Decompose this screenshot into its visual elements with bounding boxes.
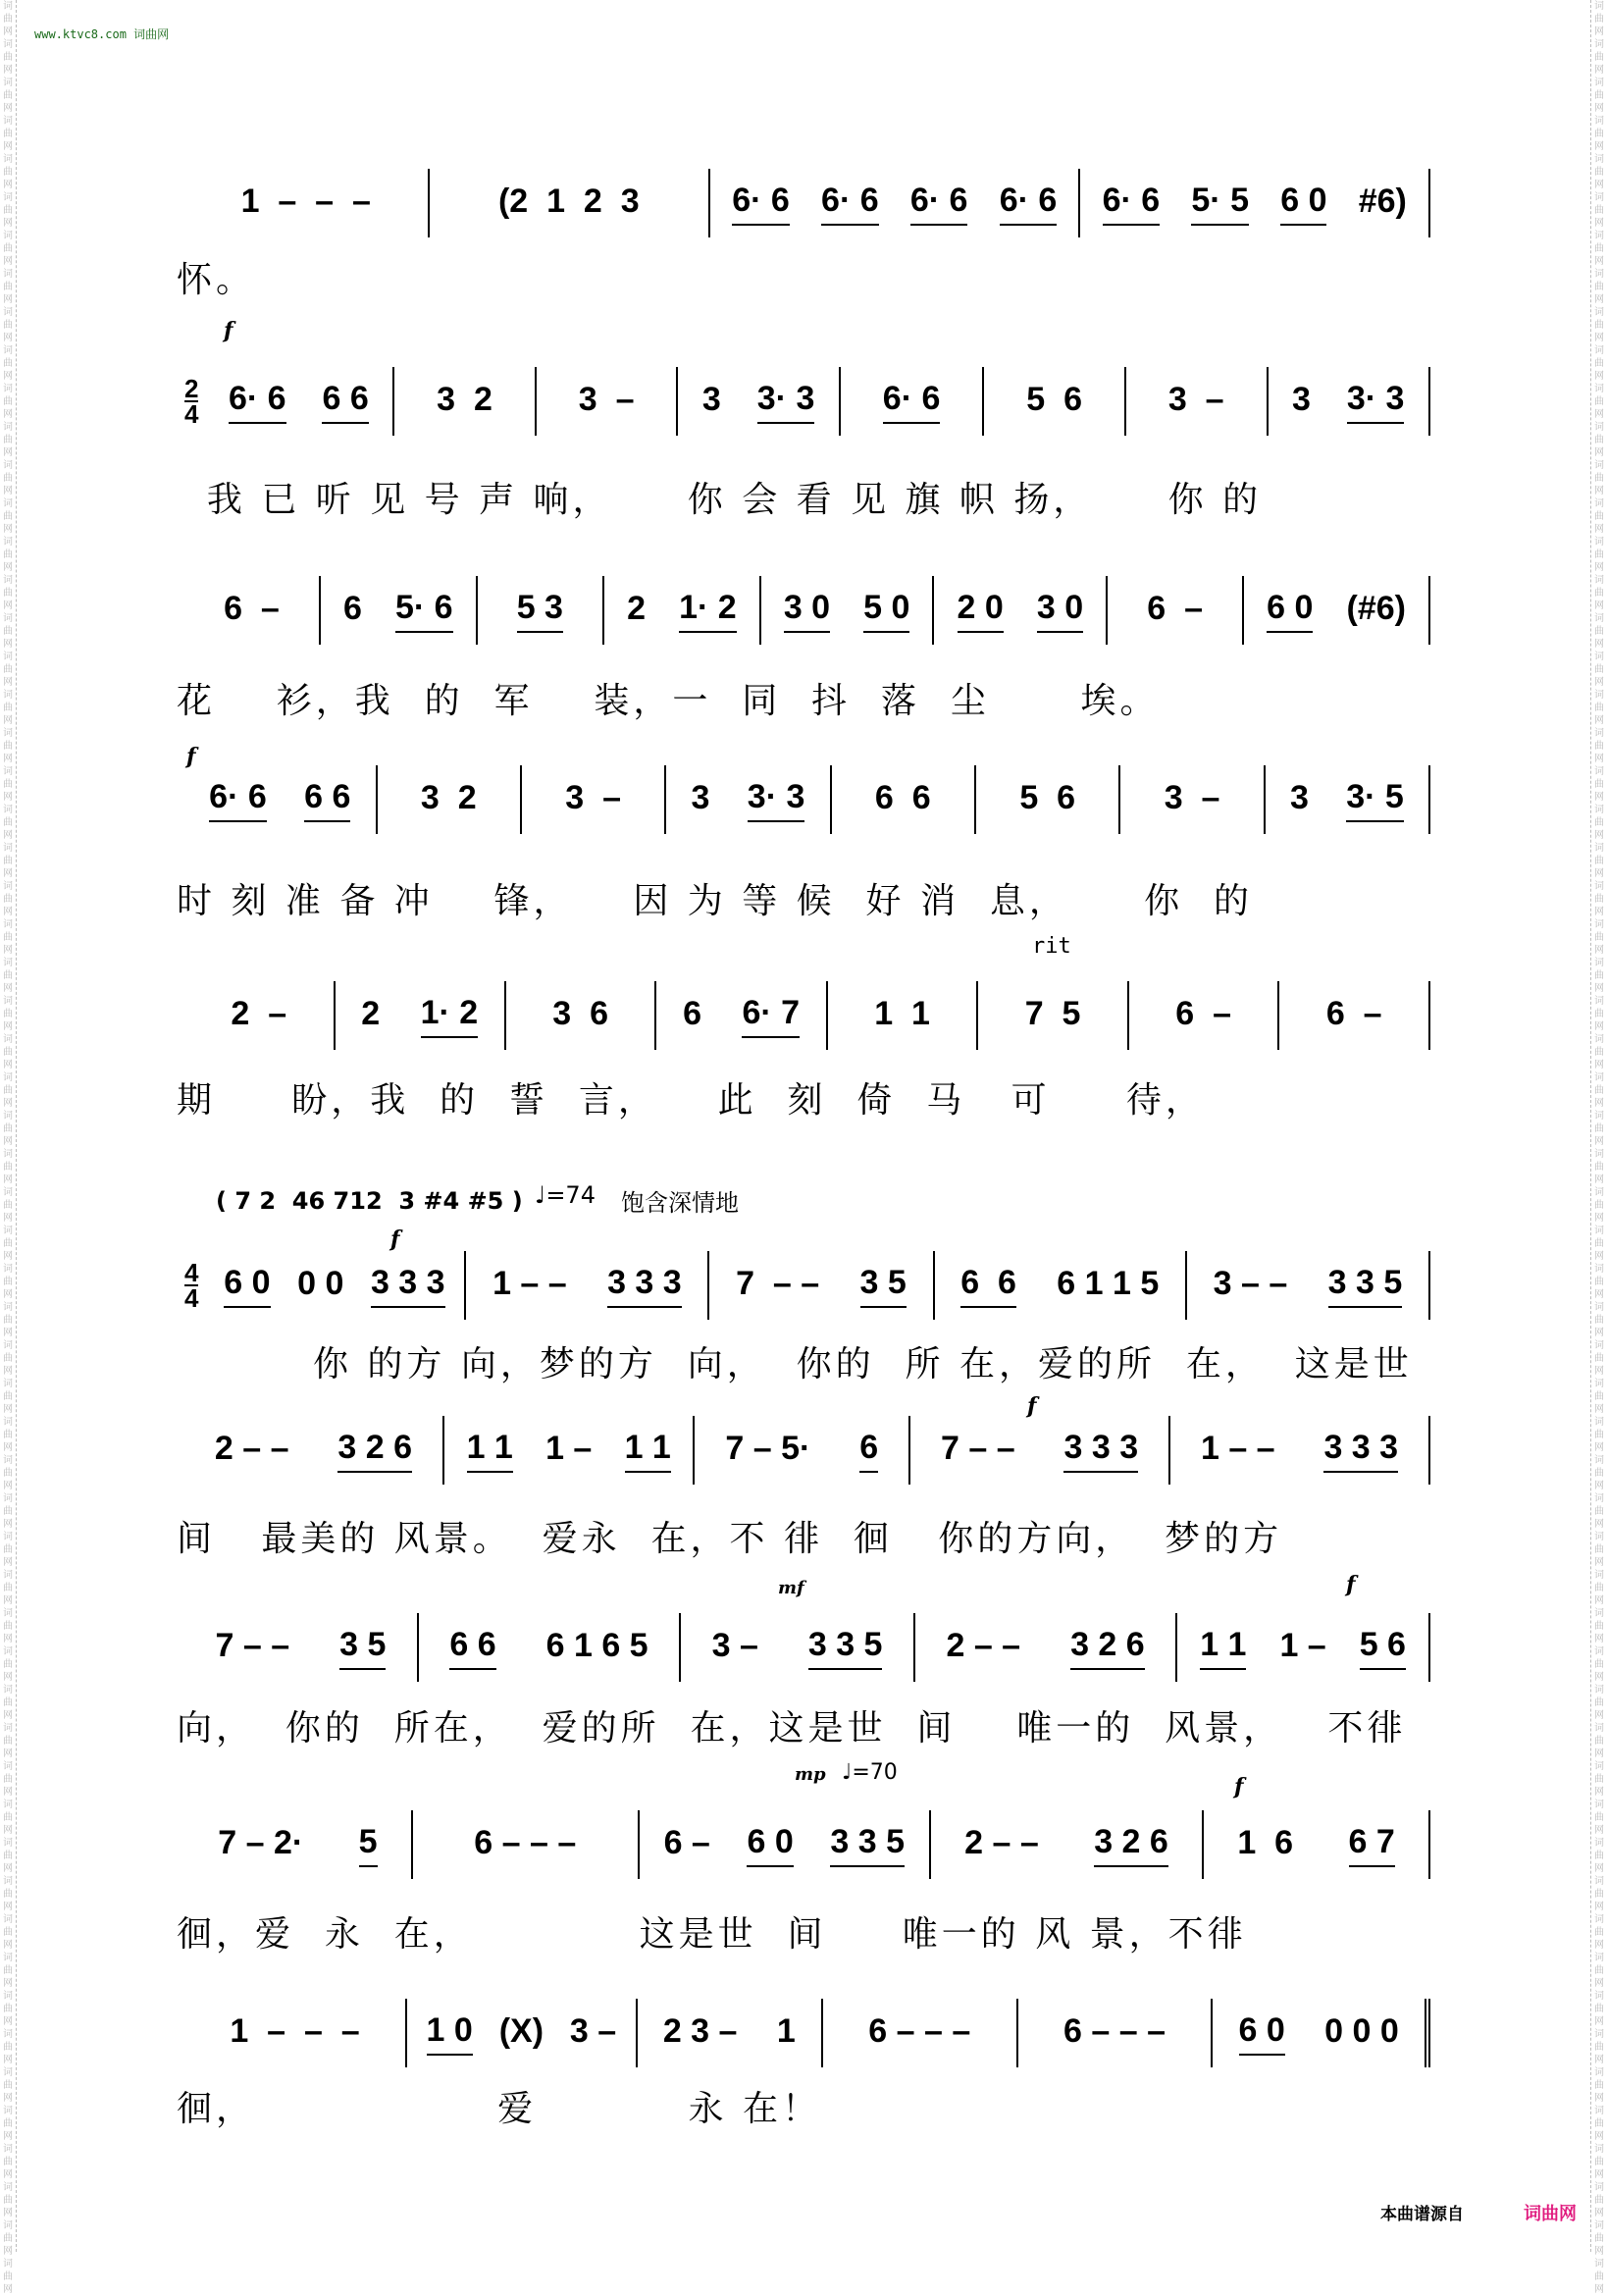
note-group: 6 1 1 5	[1057, 1264, 1160, 1302]
note-group: (X)	[498, 2011, 544, 2050]
note-group: 3 3 3	[1063, 1429, 1138, 1473]
measure	[828, 981, 979, 1050]
measure	[823, 1999, 1018, 2067]
lyric-line: 间 最美的 风景。 爱永 在，不 徘 徊 你的方向， 梦的方	[177, 1519, 1283, 1559]
pickup-notes: ( 7 2 46 712 3 #4 #5 )	[216, 1187, 523, 1215]
measure	[394, 367, 537, 436]
measure	[204, 367, 394, 436]
note-group: 6 7	[1349, 1823, 1395, 1867]
staff-system	[184, 367, 1430, 436]
measure	[1279, 981, 1430, 1050]
measure	[184, 765, 378, 834]
measure	[184, 981, 336, 1050]
note-group: 3	[1292, 380, 1311, 418]
note-group: 6· 6	[209, 778, 267, 822]
note-group: 3· 3	[1347, 380, 1405, 424]
measure	[1018, 1999, 1214, 2067]
measure	[1213, 1999, 1430, 2067]
note-group: 3	[701, 380, 721, 418]
measure	[935, 1251, 1187, 1320]
note-group: 6 0	[1267, 589, 1313, 633]
note-group: 2 – –	[964, 1823, 1039, 1861]
note-group: 6 1 6 5	[545, 1626, 648, 1664]
measure	[1108, 576, 1244, 645]
note-group: 2 –	[231, 994, 287, 1032]
note-group: 2 – –	[946, 1626, 1021, 1664]
note-group: 3 3 3	[1323, 1429, 1398, 1473]
note-group: 1 1	[467, 1429, 513, 1473]
dynamic-f: f	[1234, 1774, 1244, 1800]
measure	[378, 765, 522, 834]
note-group: 3 2 6	[1070, 1626, 1145, 1670]
note-group: 3· 3	[748, 778, 805, 822]
measure	[522, 765, 666, 834]
staff-system	[184, 1416, 1430, 1485]
note-group: 6 – – –	[474, 1823, 577, 1861]
note-group: 7 – 5·	[725, 1429, 811, 1467]
measure	[413, 1810, 640, 1879]
measure	[832, 765, 976, 834]
lyric-line: 徊， 爱 永 在！	[177, 2089, 821, 2129]
dynamic-mp: mp	[795, 1764, 826, 1785]
measure	[1129, 981, 1280, 1050]
staff-system	[184, 1613, 1430, 1682]
tempo-marking: ♩=74	[535, 1181, 596, 1209]
note-group: 0 0 0	[1324, 2011, 1399, 2050]
staff-system	[184, 1251, 1430, 1320]
note-group: 3 – –	[1213, 1264, 1288, 1302]
note-group: 3 0	[784, 589, 830, 633]
measure	[204, 1251, 466, 1320]
measure	[478, 576, 604, 645]
note-group: 1 1	[874, 994, 930, 1032]
lyric-line: 向， 你的 所在， 爱的所 在，这是世 间 唯一的 风景， 不徘	[177, 1708, 1407, 1748]
measure	[430, 169, 711, 237]
note-group: 6 6	[304, 778, 350, 822]
note-group: #6)	[1358, 182, 1407, 220]
time-signature	[184, 1258, 199, 1313]
note-group: 1 1	[625, 1429, 671, 1473]
note-group: 6 6	[322, 380, 368, 424]
note-group: 1 – – –	[240, 182, 371, 220]
note-group: 6· 6	[1000, 182, 1058, 226]
watermark-right: 词曲网 词曲网 词曲网 词曲网 词曲网 词曲网 词曲网 词曲网 词曲网 词曲网 词曲网 词曲网 词曲网 词曲网 词曲网 词曲网 词曲网 词曲网 词曲网 词曲网 词曲网 词曲网 词曲网 词曲网 词曲网 词曲网 词曲网 词曲网 词曲网 词曲网 词曲网 词曲网 词曲网 词曲网 词曲网 词曲网 词曲网 词曲网 词曲网 词曲网 词曲网 词曲网 词曲网 词曲网 词曲网 词曲网 词曲网 词曲网 词曲网 词曲网 词曲网 词曲网 词曲网 词曲网 词曲网 词曲网 词曲网 词曲网 词曲网 词曲网	[1590, 0, 1607, 2252]
note-group: 2 3 –	[662, 2011, 738, 2050]
note-group: 3 –	[569, 2011, 617, 2050]
note-group: 6· 6	[229, 380, 286, 424]
note-group: 6· 6	[883, 380, 941, 424]
note-group: 6	[342, 589, 362, 627]
measure	[184, 1416, 444, 1485]
measure	[407, 1999, 638, 2067]
measure	[1204, 1810, 1430, 1879]
measure	[184, 169, 430, 237]
note-group: 3 2 6	[337, 1429, 412, 1473]
note-group: 7 5	[1024, 994, 1081, 1032]
lyric-line: 怀。	[177, 260, 256, 300]
dynamic-f: f	[1346, 1572, 1356, 1597]
measure	[184, 1810, 413, 1879]
measure	[695, 1416, 910, 1485]
note-group: 3	[691, 778, 710, 816]
time-signature-part: 4	[184, 1258, 199, 1287]
note-group: 6· 7	[742, 994, 800, 1038]
measure	[321, 576, 478, 645]
measure	[506, 981, 657, 1050]
lyric-line: 时 刻 准 备 冲 锋， 因 为 等 候 好 消 息， 你 的	[177, 881, 1253, 921]
note-group: 1 6	[1237, 1823, 1294, 1861]
note-group: (2 1 2 3	[497, 182, 640, 220]
measure	[666, 765, 831, 834]
time-signature-part: 4	[184, 1283, 199, 1313]
note-group: 1· 2	[421, 994, 479, 1038]
note-group: 6 –	[663, 1823, 710, 1861]
note-group: 5 6	[1026, 380, 1082, 418]
staff-system	[184, 1999, 1430, 2067]
note-group: 6 –	[224, 589, 280, 627]
measure	[710, 169, 1080, 237]
measure	[1126, 367, 1269, 436]
site-header: www.ktvc8.com 词曲网	[34, 27, 170, 41]
note-group: 1 – –	[1200, 1429, 1275, 1467]
note-group: 6· 6	[732, 182, 790, 226]
lyric-line: 你 的方 向，梦的方 向， 你的 所 在，爱的所 在， 这是世	[177, 1344, 1413, 1384]
note-group: 3· 3	[757, 380, 815, 424]
note-group: 5 6	[1360, 1626, 1406, 1670]
measure	[184, 576, 321, 645]
note-group: 6 0	[1239, 2011, 1285, 2056]
note-group: 2	[361, 994, 381, 1032]
watermark-left: 词曲网 词曲网 词曲网 词曲网 词曲网 词曲网 词曲网 词曲网 词曲网 词曲网 词曲网 词曲网 词曲网 词曲网 词曲网 词曲网 词曲网 词曲网 词曲网 词曲网 词曲网 词曲网 词曲网 词曲网 词曲网 词曲网 词曲网 词曲网 词曲网 词曲网 词曲网 词曲网 词曲网 词曲网 词曲网 词曲网 词曲网 词曲网 词曲网 词曲网 词曲网 词曲网 词曲网 词曲网 词曲网 词曲网 词曲网 词曲网 词曲网 词曲网 词曲网 词曲网 词曲网 词曲网 词曲网 词曲网 词曲网 词曲网 词曲网 词曲网	[0, 0, 17, 2252]
note-group: 3 3 5	[1328, 1264, 1403, 1308]
tempo-marking: ♩=70	[842, 1760, 898, 1785]
lyric-line: 徊，爱 永 在， 这是世 间 唯一的 风 景，不徘	[177, 1914, 1247, 1955]
note-group: 6· 6	[1103, 182, 1161, 226]
time-signature-part: 4	[184, 399, 199, 429]
measure	[931, 1810, 1204, 1879]
note-group: 6 6	[874, 778, 931, 816]
note-group: 3 6	[552, 994, 609, 1032]
note-group: 1	[776, 2011, 796, 2050]
lyric-line: 花 衫，我 的 军 装，一 同 抖 落 尘 埃。	[177, 681, 1160, 721]
note-group: 2 0	[958, 589, 1004, 633]
note-group: 2 – –	[214, 1429, 289, 1467]
measure	[1269, 367, 1430, 436]
footer-brand-link[interactable]: 词曲网	[1524, 2204, 1577, 2224]
note-group: 6 0	[1280, 182, 1326, 226]
note-group: 3 –	[1167, 380, 1224, 418]
footer-source-label: 本曲谱源自	[1380, 2205, 1464, 2224]
note-group: 0 0	[297, 1264, 344, 1302]
measure	[537, 367, 679, 436]
time-signature-part: 2	[184, 374, 199, 403]
staff-system	[184, 169, 1430, 237]
note-group: 7 – 2·	[218, 1823, 304, 1861]
note-group: 3 2 6	[1094, 1823, 1168, 1867]
note-group: 6 – – –	[868, 2011, 971, 2050]
note-group: 6· 6	[910, 182, 968, 226]
measure	[336, 981, 506, 1050]
measure	[1187, 1251, 1430, 1320]
note-group: 5	[359, 1823, 378, 1867]
measure	[466, 1251, 709, 1320]
time-signature	[184, 374, 199, 429]
measure	[184, 1999, 407, 2067]
note-group: 6 6	[960, 1264, 1016, 1308]
note-group: 3 2	[437, 380, 492, 418]
note-group: 3· 5	[1346, 778, 1404, 822]
measure	[978, 981, 1129, 1050]
note-group: 1 – – –	[230, 2011, 360, 2050]
note-group: 6 –	[1325, 994, 1382, 1032]
measure	[678, 367, 840, 436]
lyric-line: 期 盼，我 的 誓 言， 此 刻 倚 马 可 待，	[177, 1080, 1205, 1121]
note-group: 6	[859, 1429, 878, 1473]
note-group: 6 – – –	[1063, 2011, 1166, 2050]
note-group: 7 – –	[215, 1626, 290, 1664]
note-group: 3 0	[1037, 589, 1083, 633]
note-group: 6· 6	[821, 182, 879, 226]
measure	[640, 1810, 931, 1879]
staff-system	[184, 981, 1430, 1050]
measure	[1177, 1613, 1430, 1682]
note-group: 3 5	[860, 1264, 907, 1308]
note-group: 3 3 5	[808, 1626, 883, 1670]
note-group: 3 –	[578, 380, 635, 418]
measure	[681, 1613, 915, 1682]
note-group: 6 6	[449, 1626, 495, 1670]
note-group: 1 0	[427, 2011, 473, 2056]
measure	[984, 367, 1126, 436]
note-group: 3 3 3	[607, 1264, 682, 1308]
note-group: 6 –	[1147, 589, 1204, 627]
dynamic-f: f	[224, 318, 233, 343]
note-group: 5 0	[863, 589, 909, 633]
measure	[761, 576, 935, 645]
note-group: 6 0	[224, 1264, 270, 1308]
measure	[638, 1999, 823, 2067]
note-group: 5· 6	[395, 589, 453, 633]
measure	[656, 981, 827, 1050]
measure	[976, 765, 1120, 834]
note-group: 3 3 5	[830, 1823, 905, 1867]
measure	[1244, 576, 1430, 645]
note-group: 6 0	[747, 1823, 793, 1867]
measure	[915, 1613, 1177, 1682]
note-group: 5 3	[517, 589, 563, 633]
note-group: 7 – –	[941, 1429, 1015, 1467]
note-group: 2	[627, 589, 647, 627]
dynamic-f: f	[186, 744, 196, 769]
rit-marking: rit	[1032, 934, 1071, 959]
note-group: 3 –	[711, 1626, 758, 1664]
note-group: 3 –	[1164, 778, 1220, 816]
note-group: 7 – –	[736, 1264, 820, 1302]
measure	[1080, 169, 1430, 237]
measure	[184, 1613, 419, 1682]
measure	[444, 1416, 696, 1485]
staff-system	[184, 765, 1430, 834]
measure	[709, 1251, 934, 1320]
staff-system	[184, 1810, 1430, 1879]
measure	[604, 576, 761, 645]
note-group: 1· 2	[679, 589, 737, 633]
expression-marking: 饱含深情地	[621, 1189, 739, 1217]
measure	[841, 367, 984, 436]
measure	[1266, 765, 1430, 834]
measure	[934, 576, 1108, 645]
note-group: 3 2	[420, 778, 477, 816]
lyric-line: 我 已 听 见 号 声 响， 你 会 看 见 旗 帜 扬， 你 的	[177, 480, 1263, 520]
measure	[1120, 765, 1265, 834]
note-group: 1 – –	[492, 1264, 567, 1302]
note-group: 5 6	[1019, 778, 1076, 816]
note-group: (#6)	[1346, 589, 1406, 627]
note-group: 3	[1289, 778, 1309, 816]
note-group: 1 –	[1279, 1626, 1326, 1664]
note-group: 6 –	[1175, 994, 1231, 1032]
dynamic-f: f	[390, 1226, 400, 1252]
note-group: 1 –	[545, 1429, 593, 1467]
note-group: 3 3 3	[371, 1264, 445, 1308]
measure	[1170, 1416, 1430, 1485]
note-group: 3 5	[339, 1626, 386, 1670]
note-group: 6	[683, 994, 702, 1032]
measure	[419, 1613, 681, 1682]
dynamic-f: f	[1027, 1393, 1037, 1419]
staff-system	[184, 576, 1430, 645]
note-group: 5· 5	[1191, 182, 1249, 226]
note-group: 1 1	[1200, 1626, 1246, 1670]
dynamic-mf: mf	[778, 1578, 804, 1598]
note-group: 3 –	[565, 778, 622, 816]
measure	[910, 1416, 1170, 1485]
